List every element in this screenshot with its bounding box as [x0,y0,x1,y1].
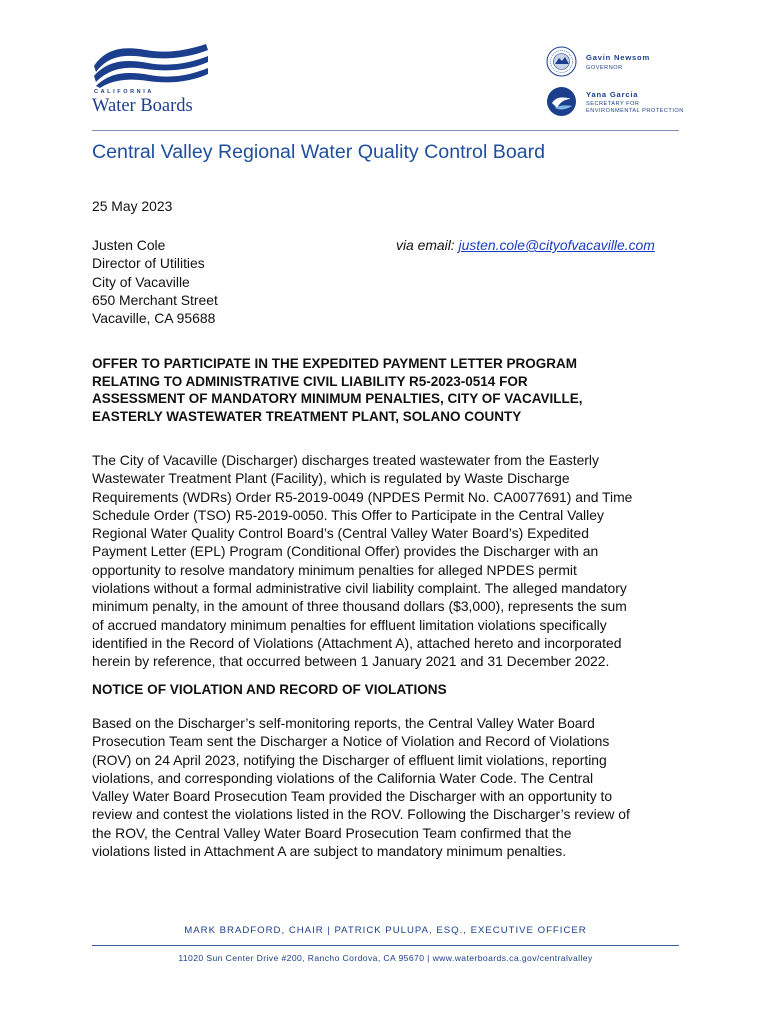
recipient-line: Director of Utilities [92,255,205,272]
paragraph-notice [92,714,692,860]
paragraph-intro [92,451,692,671]
secretary-name: Yana Garcia [586,90,639,99]
paragraph-line: Based on the Discharger’s self-monitoring reports, the Central Valley Water Board [92,715,595,731]
logo-state-text: CALIFORNIA [94,89,154,95]
section-heading: NOTICE OF VIOLATION AND RECORD OF VIOLATIONS [92,682,447,697]
paragraph-line: The City of Vacaville (Discharger) discharges treated wastewater from the Easterly [92,452,599,468]
paragraph-line: Requirements (WDRs) Order R5-2019-0049 (NPDES Permit No. CA0077691) and Time [92,488,633,505]
board-title: Central Valley Regional Water Quality Control Board [92,141,546,163]
calepa-logo-icon [546,86,577,117]
paragraph-line: violations listed in Attachment A are subject to mandatory minimum penalties. [92,843,567,860]
secretary-title-line-1: SECRETARY FOR [586,101,640,107]
paragraph-line: (ROV) on 24 April 2023, notifying the Discharger of effluent limit violations, reporting [92,751,607,768]
subject-line: EASTERLY WASTEWATER TREATMENT PLANT, SOLANO COUNTY [92,408,522,424]
via-email-line [396,236,655,254]
governor-title: GOVERNOR [586,65,623,71]
paragraph-line: identified in the Record of Violations (Attachment A), attached hereto and incorporated [92,634,622,651]
letter-date: 25 May 2023 [92,198,173,214]
paragraph-line: Schedule Order (TSO) R5-2019-0050. This Offer to Participate in the Central Valley [92,506,604,523]
recipient-line: Vacaville, CA 95688 [92,310,216,327]
secretary-title-line-2: ENVIRONMENTAL PROTECTION [586,108,684,114]
paragraph-line: minimum penalty, in the amount of three thousand dollars ($3,000), represents the sum [92,598,627,615]
paragraph-line: Valley Water Board Prosecution Team provided the Discharger with an opportunity to [92,788,613,805]
recipient-line: City of Vacaville [92,273,190,290]
paragraph-line: herein by reference, that occurred between 1 January 2021 and 31 December 2022. [92,653,610,670]
recipient-line: Justen Cole [92,237,166,253]
footer-address: 11020 Sun Center Drive #200, Rancho Cordova, CA 95670 | www.waterboards.ca.gov/centralvalley [178,953,593,963]
paragraph-line: violations, and corresponding violations of the California Water Code. The Central [92,769,594,786]
letter-subject [92,355,692,425]
recipient-line: 650 Merchant Street [92,291,218,308]
recipient-address [92,236,352,327]
paragraph-line: Regional Water Quality Control Board’s (Central Valley Water Board’s) Expedited [92,525,589,542]
water-boards-logo [92,44,232,122]
water-waves-icon [92,44,212,88]
paragraph-line: of accrued mandatory minimum penalties for effluent limitation violations specifically [92,616,607,633]
via-email-label: via email: [396,237,459,253]
footer-officials: MARK BRADFORD, CHAIR | PATRICK PULUPA, ESQ., EXECUTIVE OFFICER [184,925,587,936]
paragraph-line: opportunity to resolve mandatory minimum penalties for alleged NPDES permit [92,561,577,578]
paragraph-line: violations without a formal administrative civil liability complaint. The alleged mandatory [92,580,627,597]
recipient-email-link[interactable]: justen.cole@cityofvacaville.com [458,237,655,253]
officials-block [546,44,726,124]
paragraph-line: review and contest the violations listed in the ROV. Following the Discharger’s review of [92,806,630,823]
paragraph-line: Prosecution Team sent the Discharger a Notice of Violation and Record of Violations [92,733,610,750]
subject-line: ASSESSMENT OF MANDATORY MINIMUM PENALTIES, CITY OF VACAVILLE, [92,391,583,407]
paragraph-line: the ROV, the Central Valley Water Board Prosecution Team confirmed that the [92,824,572,841]
california-state-seal-icon [546,46,577,77]
paragraph-line: Wastewater Treatment Plant (Facility), which is regulated by Waste Discharge [92,470,570,487]
subject-line: RELATING TO ADMINISTRATIVE CIVIL LIABILITY R5-2023-0514 FOR [92,373,528,389]
header-divider [92,130,679,131]
paragraph-line: Payment Letter (EPL) Program (Conditional Offer) provides the Discharger with an [92,543,599,560]
subject-line: OFFER TO PARTICIPATE IN THE EXPEDITED PAYMENT LETTER PROGRAM [92,356,578,371]
footer-divider [92,945,679,946]
logo-name-text: Water Boards [92,96,193,116]
governor-name: Gavin Newsom [586,53,651,62]
